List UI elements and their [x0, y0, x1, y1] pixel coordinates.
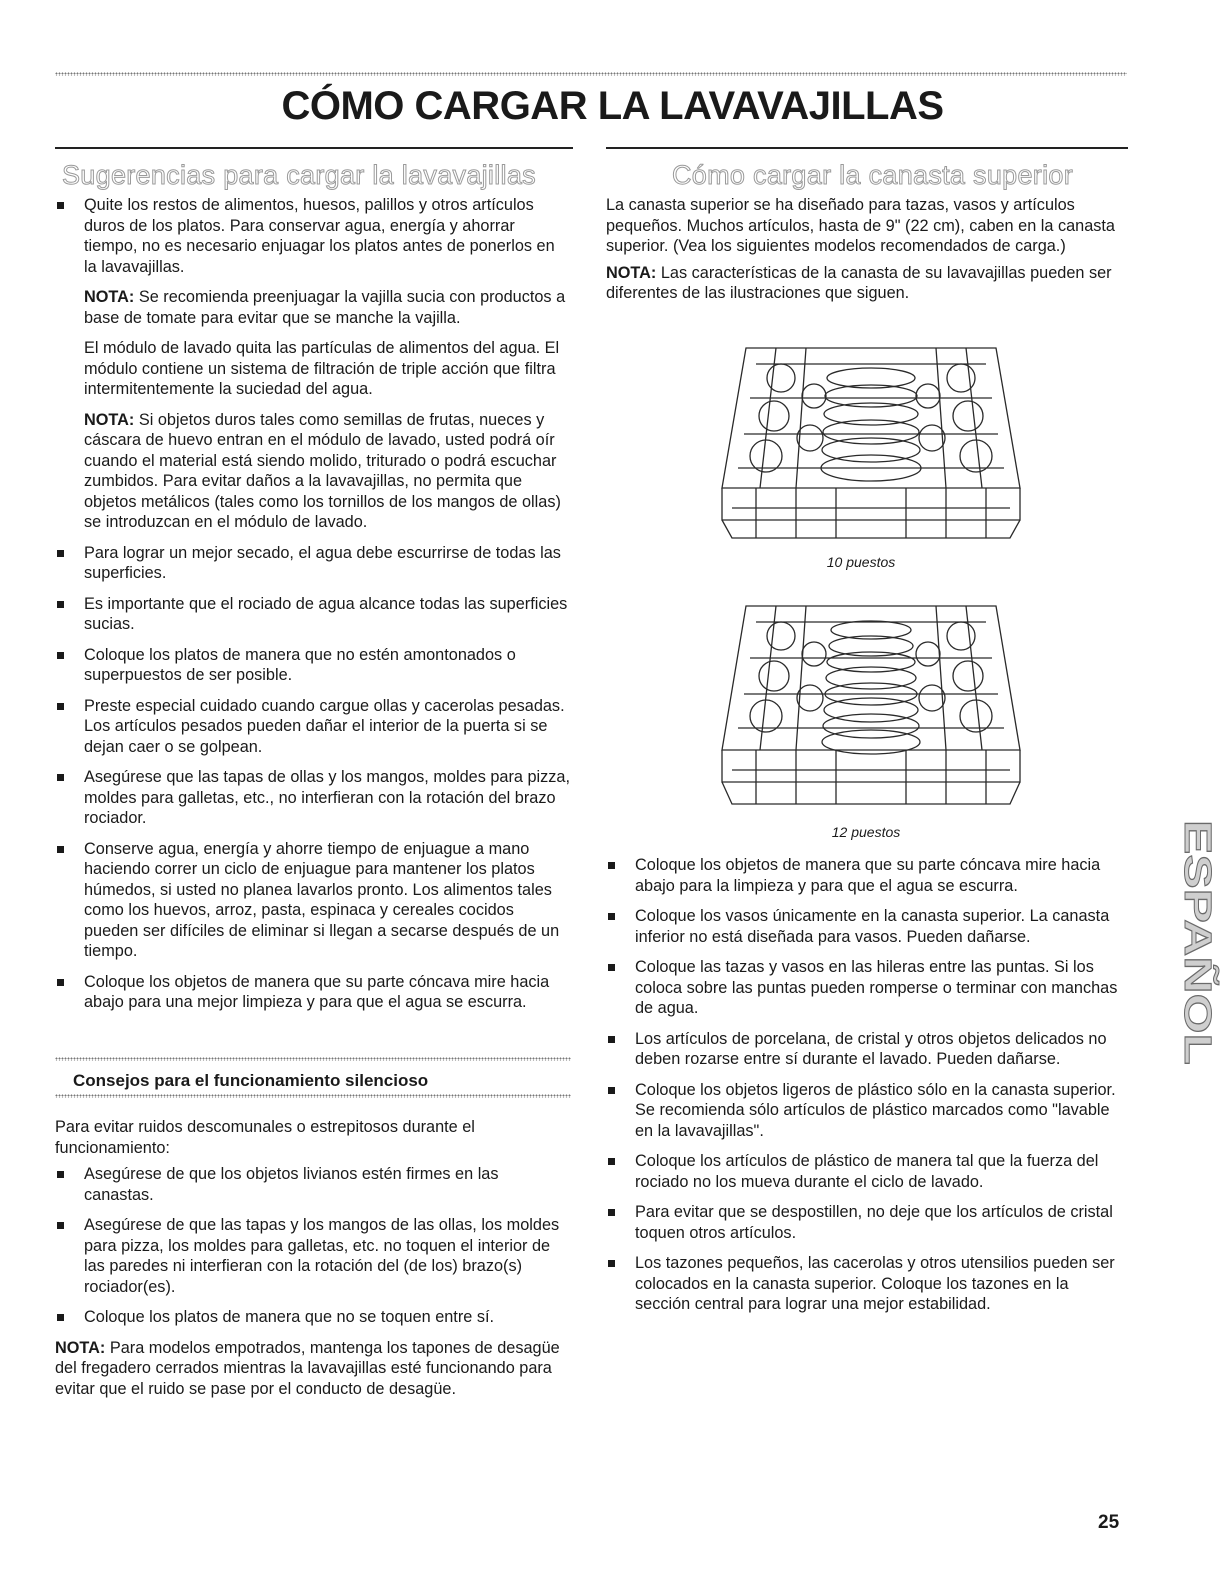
- upper-rack-tips-section: [606, 855, 1126, 1325]
- quiet-operation-heading: Consejos para el funcionamiento silencioso: [73, 1071, 429, 1090]
- list-item: Asegúrese de que las tapas y los mangos de las ollas, los moldes para pizza, los moldes para galletas, etc. no toquen el interior de las paredes ni interfieran con la rotación del (de los) brazo(s) rociador(es).: [55, 1215, 570, 1297]
- list-item: Coloque los objetos de manera que su parte cóncava mire hacia abajo para la limpieza y para que el agua se escurra.: [606, 855, 1126, 896]
- quiet-dotted-rule-bottom: [55, 1094, 571, 1098]
- list-item: Para evitar que se despostillen, no deje que los artículos de cristal toquen otros artículos.: [606, 1202, 1126, 1243]
- note-paragraph: NOTA: Se recomienda preenjuagar la vajilla sucia con productos a base de tomate para evitar que se manche la vajilla.: [84, 288, 566, 327]
- side-tab-label: ESPAÑOL: [1176, 820, 1218, 1001]
- language-side-tab: [1173, 820, 1218, 1070]
- list-item: Asegúrese de que los objetos livianos estén firmes en las canastas.: [55, 1164, 570, 1205]
- page-title: CÓMO CARGAR LA LAVAVAJILLAS: [281, 84, 944, 128]
- upper-rack-heading: Cómo cargar la canasta superior: [672, 160, 1073, 190]
- list-item: Es importante que el rociado de agua alcance todas las superficies sucias.: [55, 594, 570, 635]
- loading-tips-section: [55, 195, 570, 1023]
- upper-rack-tips-list: [606, 855, 1126, 1315]
- upper-rack-intro-section: [606, 195, 1126, 310]
- loading-tips-heading: Sugerencias para cargar la lavavajillas: [62, 160, 536, 190]
- list-item: Asegúrese que las tapas de ollas y los mangos, moldes para pizza, moldes para galletas, etc., no interfieran con la rotación del brazo rociador.: [55, 767, 570, 829]
- quiet-note: NOTA: Para modelos empotrados, mantenga los tapones de desagüe del fregadero cerrados mientras la lavavajillas esté funcionando para evitar que el ruido se pase por el conducto de desagüe.: [55, 1338, 560, 1398]
- list-item: Los artículos de porcelana, de cristal y otros objetos delicados no deben rozarse entre sí durante el lavado. Pueden dañarse.: [606, 1029, 1126, 1070]
- list-item: Conserve agua, energía y ahorre tiempo de enjuague a mano haciendo correr un ciclo de enjuague para mantener los platos húmedos, si usted no planea lavarlos pronto. Los alimentos tales como los huevos, arroz, pasta, espinaca y cereales cocidos pueden ser difíciles de eliminar si llegan a secarse después de un tiempo.: [55, 839, 570, 962]
- upper-rack-intro: La canasta superior se ha diseñado para tazas, vasos y artículos pequeños. Muchos artículos, hasta de 9" (22 cm), caben en la canasta superior. (Vea los siguientes modelos recomendados de carga.): [606, 196, 1115, 255]
- page-number: 25: [1098, 1512, 1120, 1533]
- list-item: Quite los restos de alimentos, huesos, palillos y otros artículos duros de los platos. Para conservar agua, energía y ahorrar tiempo, no es necesario enjuagar los platos antes de ponerlos en la lavavajillas. NOTA: Se recomienda preenjuagar la vajilla sucia con productos a base de tomate para evitar que se manche la vajilla. El módulo de lavado quita las partículas de alimentos del agua. El módulo contiene un sistema de filtración de triple acción que filtra intermitentemente la suciedad del agua. NOTA: Si objetos duros tales como semillas de frutas, nueces y cáscara de huevo entran en el módulo de lavado, usted podrá oír cuando el material está siendo molido, triturado o podrá escuchar zumbidos. Para evitar daños a la lavavajillas, no permita que objetos metálicos (tales como los tornillos de los mangos de ollas) se introduzcan en el módulo de lavado.: [55, 195, 570, 533]
- top-dotted-rule: [55, 72, 1127, 76]
- loading-tips-list: [55, 195, 570, 1013]
- list-item: Los tazones pequeños, las cacerolas y otros utensilios pueden ser colocados en la canasta superior. Coloque los tazones en la sección central para lograr una mejor estabilidad.: [606, 1253, 1126, 1315]
- list-item: Coloque los objetos de manera que su parte cóncava mire hacia abajo para una mejor limpieza y para que el agua se escurra.: [55, 972, 570, 1013]
- list-item: Coloque los artículos de plástico de manera tal que la fuerza del rociado no los mueva durante el ciclo de lavado.: [606, 1151, 1126, 1192]
- right-heading-rule: [606, 147, 1128, 149]
- quiet-dotted-rule-top: [55, 1057, 571, 1061]
- rack-10-place-illustration: [716, 338, 1026, 546]
- list-item: Coloque las tazas y vasos en las hileras entre las puntas. Si los coloca sobre las puntas pueden romperse o terminar con manchas de agua.: [606, 957, 1126, 1019]
- quiet-tips-list: [55, 1164, 570, 1328]
- rack-10-caption: 10 puestos: [826, 554, 896, 570]
- list-item: Coloque los platos de manera que no se toquen entre sí.: [55, 1307, 570, 1328]
- quiet-operation-section: [55, 1117, 570, 1405]
- list-item: Para lograr un mejor secado, el agua debe escurrirse de todas las superficies.: [55, 543, 570, 584]
- list-item: Preste especial cuidado cuando cargue ollas y cacerolas pesadas. Los artículos pesados pueden dañar el interior de la puerta si se dejan caer o se golpean.: [55, 696, 570, 758]
- rack-12-caption: 12 puestos: [831, 824, 901, 840]
- left-heading-rule: [55, 147, 573, 149]
- note-paragraph: NOTA: Si objetos duros tales como semillas de frutas, nueces y cáscara de huevo entran en el módulo de lavado, usted podrá oír cuando el material está siendo molido, triturado o podrá escuchar zumbidos. Para evitar daños a la lavavajillas, no permita que objetos metálicos (tales como los tornillos de los mangos de ollas) se introduzcan en el módulo de lavado.: [84, 410, 561, 531]
- quiet-intro: Para evitar ruidos descomunales o estrepitosos durante el funcionamiento:: [55, 1118, 475, 1157]
- rack-12-place-illustration: [716, 600, 1026, 810]
- list-item: Coloque los platos de manera que no estén amontonados o superpuestos de ser posible.: [55, 645, 570, 686]
- list-item: Coloque los vasos únicamente en la canasta superior. La canasta inferior no está diseñada para vasos. Pueden dañarse.: [606, 906, 1126, 947]
- upper-rack-note: NOTA: Las características de la canasta de su lavavajillas pueden ser diferentes de las ilustraciones que siguen.: [606, 263, 1112, 302]
- filter-paragraph: El módulo de lavado quita las partículas de alimentos del agua. El módulo contiene un sistema de filtración de triple acción que filtra intermitentemente la suciedad del agua.: [84, 339, 560, 398]
- list-item: Coloque los objetos ligeros de plástico sólo en la canasta superior. Se recomienda sólo artículos de plástico marcados como "lavable en la lavavajillas".: [606, 1080, 1126, 1142]
